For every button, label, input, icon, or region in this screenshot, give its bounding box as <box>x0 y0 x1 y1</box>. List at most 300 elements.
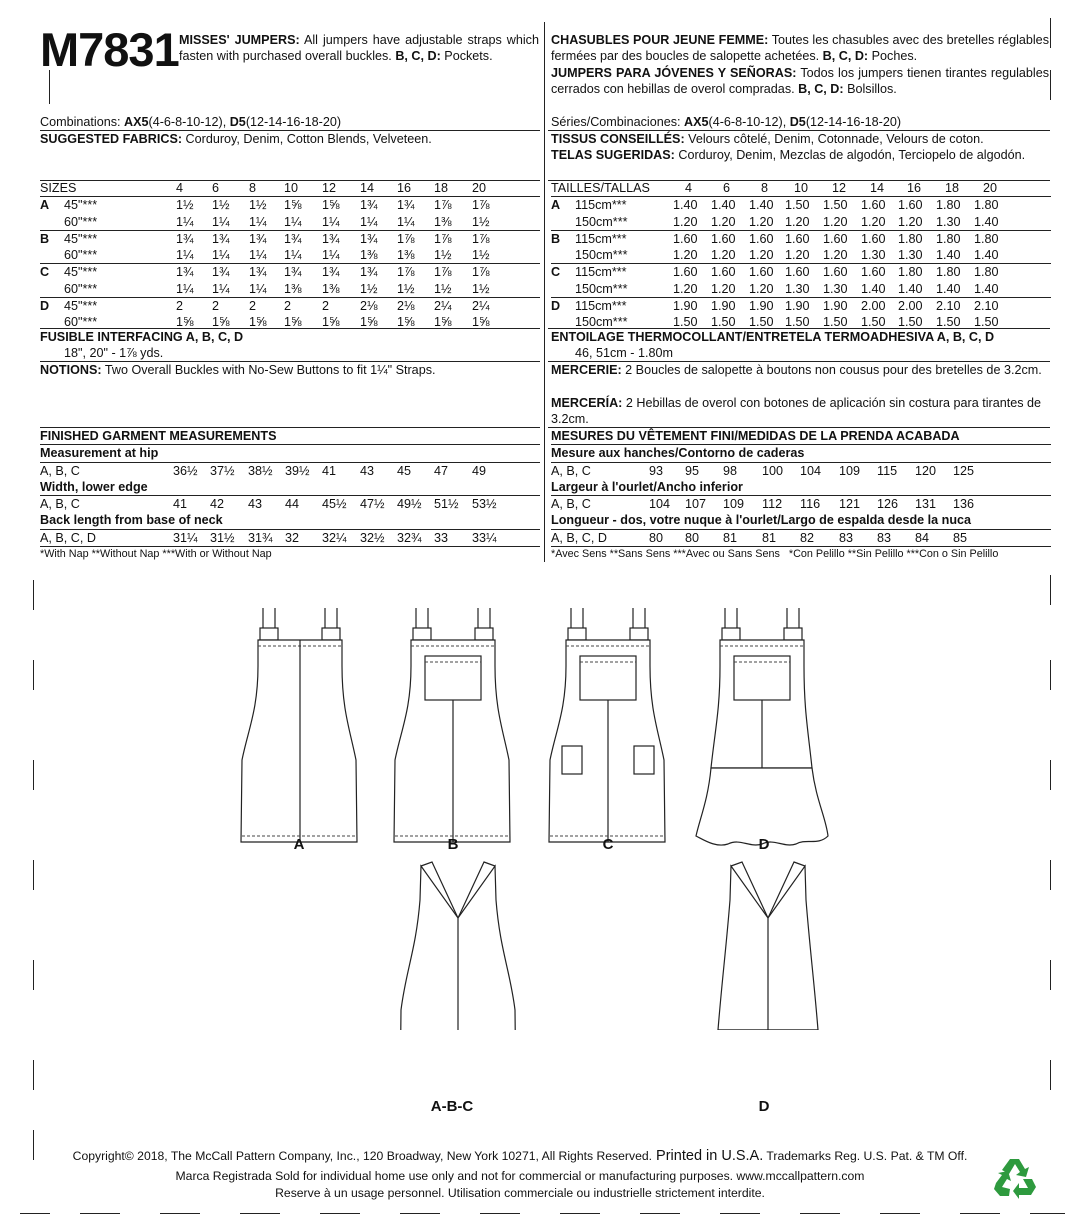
yardage-value: 1¼ <box>176 248 194 263</box>
yardage-row <box>40 264 540 280</box>
fabric-width: 150cm*** <box>575 214 628 229</box>
yardage-value: 1¼ <box>212 281 230 296</box>
yardage-value: 1⅞ <box>397 265 415 280</box>
interfacing-text: 18", 20" - 1⅞ yds. <box>64 346 164 361</box>
combinations-french <box>551 114 1051 130</box>
yardage-value: 2 <box>284 299 292 314</box>
yardage-value: 1⅝ <box>322 198 340 213</box>
yardage-value: 1.80 <box>936 231 961 246</box>
view-a-drawing <box>241 608 357 842</box>
yardage-value: 1.20 <box>749 281 774 296</box>
measurement-value: 93 <box>649 463 664 478</box>
measurement-value: 80 <box>649 530 664 545</box>
yardage-value: 1.20 <box>823 248 848 263</box>
view-letter: C <box>551 265 561 280</box>
yardage-value: 1⅞ <box>472 198 490 213</box>
view-letter: B <box>551 231 561 246</box>
crop-mark <box>960 1213 1000 1214</box>
yardage-value: 1¼ <box>322 214 340 229</box>
yardage-value: 1.50 <box>861 315 886 330</box>
measurement-value: 45 <box>397 463 412 478</box>
yardage-value: 1⅞ <box>434 198 452 213</box>
yardage-value: 1.40 <box>974 214 999 229</box>
size-heading: 10 <box>284 181 299 195</box>
measurement-views: A, B, C <box>551 463 591 478</box>
sizes-header: SIZES <box>40 181 77 195</box>
yardage-value: 1⅜ <box>284 281 302 296</box>
yardage-value: 1.60 <box>785 265 810 280</box>
measurement-label: Mesure aux hanches/Contorno de caderas <box>551 445 1051 462</box>
yardage-value: 1.60 <box>711 231 736 246</box>
yardage-value: 1.20 <box>785 248 810 263</box>
measurement-value: 41 <box>173 497 188 512</box>
figure-label-d-back: D <box>758 1098 770 1115</box>
measurement-value: 33¼ <box>472 530 497 545</box>
size-heading: 10 <box>794 181 809 195</box>
measurement-value: 51½ <box>434 497 459 512</box>
yardage-value: 1½ <box>249 198 267 213</box>
measurement-value: 80 <box>685 530 700 545</box>
yardage-value: 1½ <box>434 248 452 263</box>
notions-label: MERCERIE: <box>551 363 622 377</box>
combination-d5: D5 <box>229 115 246 129</box>
crop-mark <box>1050 70 1051 100</box>
view-letter: D <box>40 299 50 314</box>
size-heading: 4 <box>176 181 184 195</box>
view-c-drawing <box>549 608 665 842</box>
yardage-value: 1.30 <box>936 214 961 229</box>
yardage-value: 1.80 <box>898 265 923 280</box>
yardage-value: 1.90 <box>673 299 698 314</box>
copyright-text: Copyright© 2018, The McCall Pattern Company, Inc., 120 Broadway, New York 10271, All Rights Reserved. <box>72 1149 653 1163</box>
yardage-value: 1.50 <box>785 198 810 213</box>
yardage-row <box>40 281 540 298</box>
yardage-value: 1.60 <box>673 265 698 280</box>
view-abc-back-drawing <box>400 862 516 1030</box>
size-heading: 14 <box>870 181 885 195</box>
finished-measurements-english <box>40 428 540 562</box>
fabric-width: 60"*** <box>64 315 98 330</box>
measurement-label: Width, lower edge <box>40 479 540 496</box>
combination-d5-sizes: (12-14-16-18-20) <box>805 115 902 129</box>
measurement-value: 42 <box>210 497 225 512</box>
yardage-value: 1.60 <box>785 231 810 246</box>
measurement-value: 37½ <box>210 463 235 478</box>
measurement-value: 98 <box>723 463 738 478</box>
yardage-value: 1¼ <box>397 214 415 229</box>
view-letter: B <box>40 231 50 246</box>
yardage-value: 1.60 <box>898 198 923 213</box>
yardage-value: 1⅜ <box>397 248 415 263</box>
technical-drawings <box>0 600 1080 1030</box>
measurement-value: 82 <box>800 530 815 545</box>
view-letter: C <box>40 265 50 280</box>
yardage-row <box>40 214 540 231</box>
yardage-row <box>551 214 1051 231</box>
yardage-value: 1¾ <box>249 265 267 280</box>
footer-copyright <box>0 1148 1060 1165</box>
intro-pockets-text: Bolsillos. <box>843 82 897 97</box>
interfacing-text: 46, 51cm - 1.80m <box>575 346 673 361</box>
interfacing-label: ENTOILAGE THERMOCOLLANT/ENTRETELA TERMOADHESIVA A, B, C, D <box>551 330 995 344</box>
crop-mark <box>320 1213 360 1214</box>
yardage-value: 1¼ <box>249 214 267 229</box>
size-heading: 20 <box>472 181 487 195</box>
yardage-value: 1.20 <box>785 214 810 229</box>
size-heading: 12 <box>322 181 337 195</box>
combinations-english <box>40 114 540 130</box>
yardage-value: 1¾ <box>397 198 415 213</box>
measurement-value: 32¾ <box>397 530 422 545</box>
yardage-value: 1.80 <box>974 265 999 280</box>
fabric-width: 45"*** <box>64 198 98 213</box>
measurement-value: 107 <box>685 497 707 512</box>
measurement-row <box>551 496 1051 512</box>
notions-label: NOTIONS: <box>40 363 102 377</box>
yardage-value: 1.90 <box>785 299 810 314</box>
yardage-value: 1.60 <box>711 265 736 280</box>
measurement-value: 39½ <box>285 463 310 478</box>
yardage-value: 2 <box>249 299 257 314</box>
yardage-table-english <box>40 180 540 331</box>
intro-text: Todos los jumpers tienen tirantes regulables cerrados con hebillas de overol compradas. <box>551 66 1049 97</box>
yardage-value: 1.80 <box>898 231 923 246</box>
crop-mark <box>400 1213 440 1214</box>
combination-d5: D5 <box>789 115 806 129</box>
view-d-front-drawing <box>696 608 828 845</box>
yardage-value: 2⅛ <box>360 299 378 314</box>
sizes-header: TAILLES/TALLAS <box>551 181 650 195</box>
yardage-value: 1¾ <box>360 265 378 280</box>
yardage-value: 1⅜ <box>360 248 378 263</box>
crop-mark <box>240 1213 280 1214</box>
yardage-value: 1⅝ <box>284 315 302 330</box>
combinations-label: Séries/Combinaciones: <box>551 115 684 129</box>
yardage-value: 2.00 <box>861 299 886 314</box>
size-heading: 14 <box>360 181 375 195</box>
size-heading: 18 <box>945 181 960 195</box>
yardage-value: 1⅝ <box>434 315 452 330</box>
yardage-value: 2.10 <box>936 299 961 314</box>
yardage-row <box>40 197 540 213</box>
yardage-value: 1.30 <box>898 248 923 263</box>
combination-ax5-sizes: (4-6-8-10-12), <box>148 115 230 129</box>
yardage-header-row <box>551 180 1051 197</box>
crop-mark <box>20 1213 50 1214</box>
measurement-value: 33 <box>434 530 449 545</box>
measurement-value: 116 <box>800 497 821 512</box>
measurement-row <box>551 530 1051 546</box>
yardage-value: 1⅞ <box>434 265 452 280</box>
intro-pockets-label: B, C, D: <box>822 49 869 64</box>
yardage-value: 1.60 <box>823 265 848 280</box>
finished-header: MESURES DU VÊTEMENT FINI/MEDIDAS DE LA PRENDA ACABADA <box>551 428 1051 445</box>
yardage-row <box>40 298 540 314</box>
yardage-row <box>551 197 1051 213</box>
measurement-value: 45½ <box>322 497 347 512</box>
figure-label-d-front: D <box>758 836 770 853</box>
measurement-value: 120 <box>915 463 937 478</box>
yardage-value: 1¾ <box>284 265 302 280</box>
yardage-value: 1.90 <box>711 299 736 314</box>
measurement-value: 47½ <box>360 497 385 512</box>
notions-spanish <box>551 395 1049 428</box>
yardage-value: 2 <box>212 299 220 314</box>
yardage-value: 1½ <box>212 198 230 213</box>
size-heading: 18 <box>434 181 449 195</box>
measurement-value: 136 <box>953 497 975 512</box>
pattern-number: M7831 <box>40 23 179 76</box>
measurement-value: 32 <box>285 530 300 545</box>
measurement-value: 38½ <box>248 463 273 478</box>
yardage-value: 1⅞ <box>472 265 490 280</box>
intro-text: All jumpers have adjustable straps which fasten with purchased overall buckles. <box>179 33 539 64</box>
measurement-views: A, B, C, D <box>551 530 607 545</box>
size-heading: 16 <box>907 181 922 195</box>
measurement-value: 53½ <box>472 497 497 512</box>
yardage-value: 1½ <box>397 281 415 296</box>
figure-label-b: B <box>447 836 459 853</box>
yardage-value: 2 <box>176 299 184 314</box>
figure-label-c: C <box>602 836 614 853</box>
yardage-value: 1.20 <box>673 281 698 296</box>
yardage-value: 1⅞ <box>472 231 490 246</box>
measurement-value: 95 <box>685 463 700 478</box>
footer-home-use: Marca Registrada Sold for individual home use only and not for commercial or manufacturing purposes. www.mccallpattern.com <box>175 1169 865 1183</box>
yardage-header-row <box>40 180 540 197</box>
yardage-value: 1.60 <box>749 265 774 280</box>
fabrics-label: SUGGESTED FABRICS: <box>40 132 183 146</box>
measurement-value: 31½ <box>210 530 235 545</box>
intro-pockets-label: B, C, D: <box>798 82 844 97</box>
yardage-value: 1.20 <box>749 248 774 263</box>
yardage-value: 1.60 <box>861 198 886 213</box>
fabric-width: 60"*** <box>64 214 98 229</box>
measurement-value: 85 <box>953 530 968 545</box>
intro-title: CHASUBLES POUR JEUNE FEMME: <box>551 33 769 47</box>
yardage-value: 1.60 <box>749 231 774 246</box>
fabric-width: 150cm*** <box>575 315 628 330</box>
yardage-value: 2.10 <box>974 299 999 314</box>
size-heading: 8 <box>249 181 257 195</box>
crop-mark <box>720 1213 760 1214</box>
yardage-value: 1.40 <box>749 198 774 213</box>
yardage-value: 1¾ <box>212 265 230 280</box>
yardage-value: 1¾ <box>249 231 267 246</box>
yardage-value: 1¼ <box>284 214 302 229</box>
measurement-label: Measurement at hip <box>40 445 540 462</box>
measurement-value: 44 <box>285 497 300 512</box>
fabric-width: 45"*** <box>64 299 98 314</box>
interfacing-label: FUSIBLE INTERFACING A, B, C, D <box>40 330 244 344</box>
measurement-value: 32¼ <box>322 530 347 545</box>
yardage-value: 1⅝ <box>176 315 194 330</box>
size-heading: 20 <box>983 181 998 195</box>
recycle-icon <box>992 1155 1038 1199</box>
measurement-value: 49 <box>472 463 487 478</box>
view-letter: A <box>551 198 561 213</box>
yardage-value: 1.40 <box>861 281 886 296</box>
fabric-width: 45"*** <box>64 231 98 246</box>
view-b-drawing <box>394 608 510 842</box>
yardage-value: 1.20 <box>673 214 698 229</box>
crop-mark <box>1050 18 1051 48</box>
yardage-value: 1.20 <box>711 281 736 296</box>
yardage-value: 1⅝ <box>284 198 302 213</box>
yardage-value: 1.50 <box>974 315 999 330</box>
view-letter: D <box>551 299 561 314</box>
fabric-width: 150cm*** <box>575 281 628 296</box>
yardage-value: 1.50 <box>823 198 848 213</box>
crop-mark <box>33 1060 34 1090</box>
notions-label: MERCERÍA: <box>551 396 623 410</box>
yardage-value: 1½ <box>472 281 490 296</box>
size-heading: 6 <box>723 181 731 195</box>
yardage-value: 1¼ <box>212 248 230 263</box>
fabrics-label: TELAS SUGERIDAS: <box>551 148 675 162</box>
yardage-row <box>551 247 1051 264</box>
yardage-value: 1¾ <box>176 231 194 246</box>
yardage-value: 1¼ <box>249 248 267 263</box>
crop-mark <box>1030 1213 1065 1214</box>
yardage-value: 1¾ <box>322 265 340 280</box>
crop-mark <box>800 1213 840 1214</box>
measurement-row <box>40 530 540 546</box>
combination-ax5: AX5 <box>124 115 149 129</box>
measurement-value: 104 <box>800 463 822 478</box>
crop-mark <box>560 1213 600 1214</box>
yardage-value: 1¾ <box>360 198 378 213</box>
measurement-value: 112 <box>762 497 783 512</box>
column-divider <box>544 22 545 562</box>
fabrics-spanish <box>551 147 1051 163</box>
nap-footnote: *With Nap **Without Nap ***With or Without Nap <box>40 546 540 562</box>
yardage-value: 1.20 <box>861 214 886 229</box>
size-heading: 6 <box>212 181 220 195</box>
yardage-value: 1.40 <box>974 248 999 263</box>
yardage-value: 1½ <box>434 281 452 296</box>
yardage-value: 1.60 <box>673 231 698 246</box>
intro-french <box>551 32 1049 65</box>
printed-in: Printed in U.S.A. <box>652 1148 764 1164</box>
yardage-value: 1.50 <box>785 315 810 330</box>
fabric-width: 60"*** <box>64 281 98 296</box>
crop-mark <box>640 1213 680 1214</box>
yardage-row <box>551 231 1051 247</box>
trademark-text: Trademarks Reg. U.S. Pat. & TM Off. <box>763 1149 968 1163</box>
yardage-value: 2.00 <box>898 299 923 314</box>
yardage-value: 1½ <box>360 281 378 296</box>
fabrics-french <box>551 131 1051 147</box>
measurement-value: 83 <box>839 530 854 545</box>
yardage-value: 1.20 <box>711 214 736 229</box>
yardage-value: 1.40 <box>936 248 961 263</box>
yardage-value: 1.50 <box>898 315 923 330</box>
yardage-value: 1¼ <box>322 248 340 263</box>
measurement-row <box>40 496 540 512</box>
measurement-value: 125 <box>953 463 975 478</box>
measurement-value: 126 <box>877 497 899 512</box>
size-heading: 8 <box>761 181 769 195</box>
yardage-value: 1⅝ <box>360 315 378 330</box>
view-d-back-drawing <box>702 862 834 1030</box>
fabrics-label: TISSUS CONSEILLÉS: <box>551 132 685 146</box>
measurement-value: 81 <box>723 530 738 545</box>
yardage-value: 1.80 <box>974 231 999 246</box>
yardage-value: 1.50 <box>711 315 736 330</box>
combinations-label: Combinations: <box>40 115 124 129</box>
yardage-row <box>551 264 1051 280</box>
yardage-value: 1.50 <box>673 315 698 330</box>
fabric-width: 115cm*** <box>575 265 627 280</box>
combination-d5-sizes: (12-14-16-18-20) <box>245 115 342 129</box>
intro-pockets-text: Poches. <box>868 49 918 64</box>
yardage-value: 1.80 <box>936 198 961 213</box>
yardage-value: 1¾ <box>322 231 340 246</box>
yardage-value: 2¼ <box>434 299 452 314</box>
yardage-value: 1.60 <box>861 231 886 246</box>
yardage-value: 1.40 <box>711 198 736 213</box>
measurement-label: Back length from base of neck <box>40 512 540 529</box>
intro-title: MISSES' JUMPERS: <box>179 33 300 47</box>
yardage-value: 1.60 <box>861 265 886 280</box>
yardage-value: 1.50 <box>749 315 774 330</box>
yardage-value: 1⅜ <box>322 281 340 296</box>
yardage-value: 1.40 <box>673 198 698 213</box>
yardage-value: 1.20 <box>711 248 736 263</box>
notions-english <box>40 362 540 378</box>
measurement-views: A, B, C <box>551 497 591 512</box>
yardage-value: 1.40 <box>974 281 999 296</box>
fabric-width: 150cm*** <box>575 248 628 263</box>
notions-text: Two Overall Buckles with No-Sew Buttons to fit 1¼" Straps. <box>101 363 436 377</box>
yardage-value: 1⅝ <box>472 315 490 330</box>
intro-title: JUMPERS PARA JÓVENES Y SEÑORAS: <box>551 66 797 80</box>
measurement-value: 121 <box>839 497 861 512</box>
yardage-row <box>551 298 1051 314</box>
measurement-value: 100 <box>762 463 784 478</box>
fabrics-text: Velours côtelé, Denim, Cotonnade, Velours de coton. <box>684 132 984 146</box>
measurement-value: 36½ <box>173 463 198 478</box>
yardage-value: 1¾ <box>360 231 378 246</box>
measurement-value: 43 <box>248 497 263 512</box>
intro-pockets-text: Pockets. <box>440 49 493 64</box>
figure-label-a: A <box>293 836 305 853</box>
interfacing-english <box>40 329 540 362</box>
measurement-row <box>551 463 1051 479</box>
yardage-value: 1¼ <box>176 281 194 296</box>
yardage-value: 1½ <box>472 248 490 263</box>
yardage-value: 1.20 <box>673 248 698 263</box>
measurement-value: 41 <box>322 463 337 478</box>
crop-mark <box>480 1213 520 1214</box>
yardage-value: 1.30 <box>861 248 886 263</box>
measurement-label: Longueur - dos, votre nuque à l'ourlet/Largo de espalda desde la nuca <box>551 512 1051 529</box>
measurement-views: A, B, C <box>40 497 80 512</box>
yardage-table-french <box>551 180 1051 331</box>
yardage-value: 2 <box>322 299 330 314</box>
yardage-value: 2⅛ <box>397 299 415 314</box>
notions-text: 2 Boucles de salopette à boutons non cousus pour des bretelles de 3.2cm. <box>621 363 1042 377</box>
yardage-value: 1.40 <box>936 281 961 296</box>
crop-mark <box>80 1213 120 1214</box>
yardage-value: 1.60 <box>823 231 848 246</box>
yardage-value: 1.90 <box>749 299 774 314</box>
intro-spanish <box>551 65 1049 98</box>
yardage-value: 1¼ <box>284 248 302 263</box>
yardage-value: 1⅝ <box>212 315 230 330</box>
yardage-value: 1⅞ <box>397 231 415 246</box>
